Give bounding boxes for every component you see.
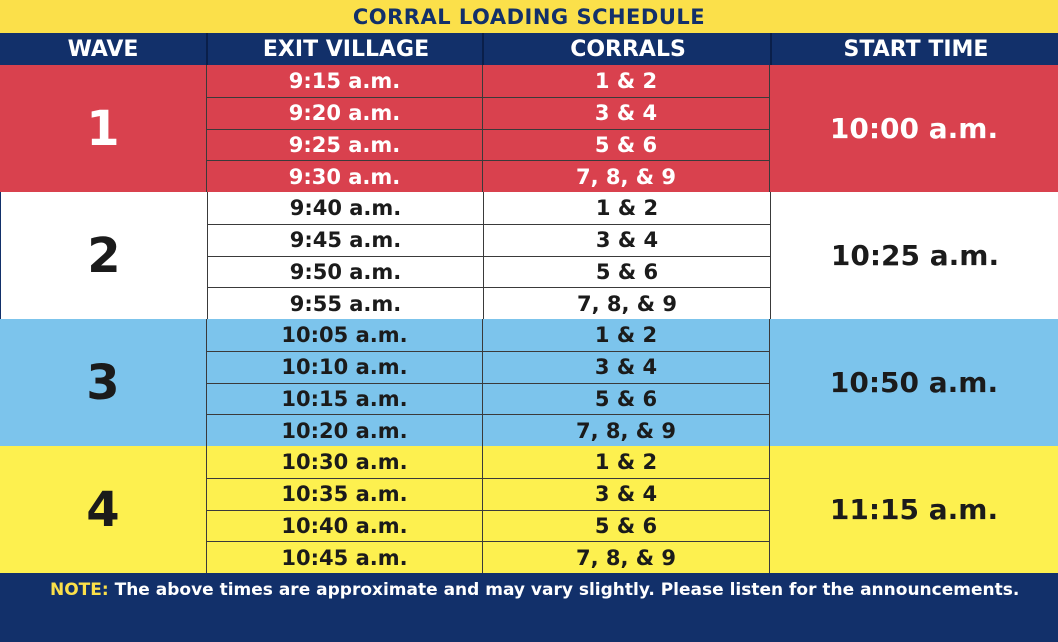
table-header	[0, 33, 1058, 65]
header-corrals: CORRALS	[482, 33, 772, 65]
corrals-cell: 7, 8, & 9	[482, 541, 770, 573]
corrals-cell: 5 & 6	[482, 129, 770, 161]
header-wave: WAVE	[67, 36, 139, 62]
corrals-cell: 7, 8, & 9	[482, 414, 770, 446]
corrals-cell: 5 & 6	[482, 510, 770, 542]
note-footer	[0, 573, 1058, 642]
exit-time: 10:20 a.m.	[206, 414, 482, 446]
note-text: The above times are approximate and may vary slightly. Please listen for the announcements.	[108, 580, 1020, 600]
exit-time: 9:15 a.m.	[206, 65, 482, 97]
note-line	[50, 580, 1019, 600]
exit-time: 10:10 a.m.	[206, 351, 482, 383]
note-label: NOTE:	[50, 580, 109, 600]
corrals-cell: 1 & 2	[482, 446, 770, 478]
corrals-cell: 3 & 4	[482, 478, 770, 510]
start-time: 11:15 a.m.	[829, 493, 999, 526]
corrals-cell: 3 & 4	[483, 224, 771, 256]
exit-time: 9:25 a.m.	[206, 129, 482, 161]
schedule-title: CORRAL LOADING SCHEDULE	[0, 0, 1058, 33]
start-time: 10:00 a.m.	[829, 112, 999, 145]
wave-number: 3	[86, 354, 120, 411]
exit-time: 10:30 a.m.	[206, 446, 482, 478]
corrals-cell: 3 & 4	[482, 351, 770, 383]
wave-number: 1	[86, 100, 120, 157]
exit-time: 10:40 a.m.	[206, 510, 482, 542]
wave-4-group	[0, 446, 1058, 573]
exit-time: 10:05 a.m.	[206, 319, 482, 351]
start-time: 10:50 a.m.	[829, 366, 999, 399]
exit-time: 9:30 a.m.	[206, 160, 482, 192]
wave-3-group	[0, 319, 1058, 446]
corrals-cell: 1 & 2	[482, 65, 770, 97]
exit-time: 10:15 a.m.	[206, 383, 482, 415]
wave-2-group	[0, 192, 1058, 319]
exit-time: 9:50 a.m.	[207, 256, 483, 288]
wave-number: 4	[86, 481, 120, 538]
wave-number: 2	[87, 227, 121, 284]
exit-time: 9:20 a.m.	[206, 97, 482, 129]
corrals-cell: 5 & 6	[482, 383, 770, 415]
header-exit-village: EXIT VILLAGE	[206, 33, 484, 65]
wave-1-group	[0, 65, 1058, 192]
corrals-cell: 7, 8, & 9	[482, 160, 770, 192]
exit-time: 10:45 a.m.	[206, 541, 482, 573]
exit-time: 9:40 a.m.	[207, 192, 483, 224]
exit-time: 10:35 a.m.	[206, 478, 482, 510]
exit-time: 9:55 a.m.	[207, 287, 483, 319]
corrals-cell: 5 & 6	[483, 256, 771, 288]
header-start-time: START TIME	[770, 33, 1058, 65]
corrals-cell: 7, 8, & 9	[483, 287, 771, 319]
start-time: 10:25 a.m.	[830, 239, 1000, 272]
exit-time: 9:45 a.m.	[207, 224, 483, 256]
corrals-cell: 3 & 4	[482, 97, 770, 129]
corrals-cell: 1 & 2	[483, 192, 771, 224]
corrals-cell: 1 & 2	[482, 319, 770, 351]
